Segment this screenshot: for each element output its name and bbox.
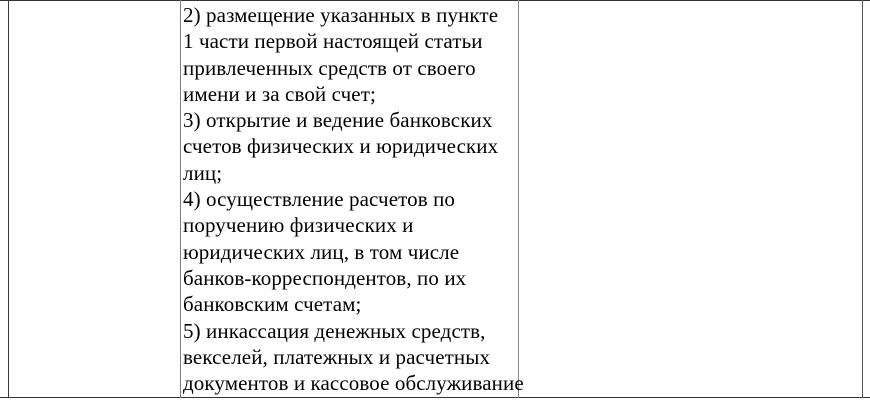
text-line: банков-корреспондентов, по их <box>183 265 467 290</box>
table-cell-text <box>181 1 524 397</box>
text-line: векселей, платежных и расчетных <box>183 344 491 369</box>
text-line: 3) открытие и ведение банковских <box>183 108 493 133</box>
table-cell-empty-left <box>9 1 180 397</box>
text-line: банковским счетам; <box>183 292 362 317</box>
text-line: 5) инкассация денежных средств, <box>183 318 486 343</box>
table-border-bottom <box>0 397 870 398</box>
text-line: 4) осуществление расчетов по <box>183 187 456 212</box>
text-line: 1 части первой настоящей статьи <box>183 29 483 54</box>
table-border-right <box>862 0 863 398</box>
text-line: документов и кассовое обслуживание <box>183 371 524 396</box>
text-line: 2) размещение указанных в пункте <box>183 3 499 27</box>
text-line: привлеченных средств от своего <box>183 55 476 80</box>
text-line: лиц; <box>183 160 223 185</box>
legal-text-block <box>183 2 523 396</box>
text-line: счетов физических и юридических <box>183 134 499 159</box>
text-line: поручению физических и <box>183 213 414 238</box>
text-line: юридических лиц, в том числе <box>183 239 460 264</box>
text-line: имени и за свой счет; <box>183 81 376 106</box>
table-cell-empty-right <box>519 1 862 397</box>
